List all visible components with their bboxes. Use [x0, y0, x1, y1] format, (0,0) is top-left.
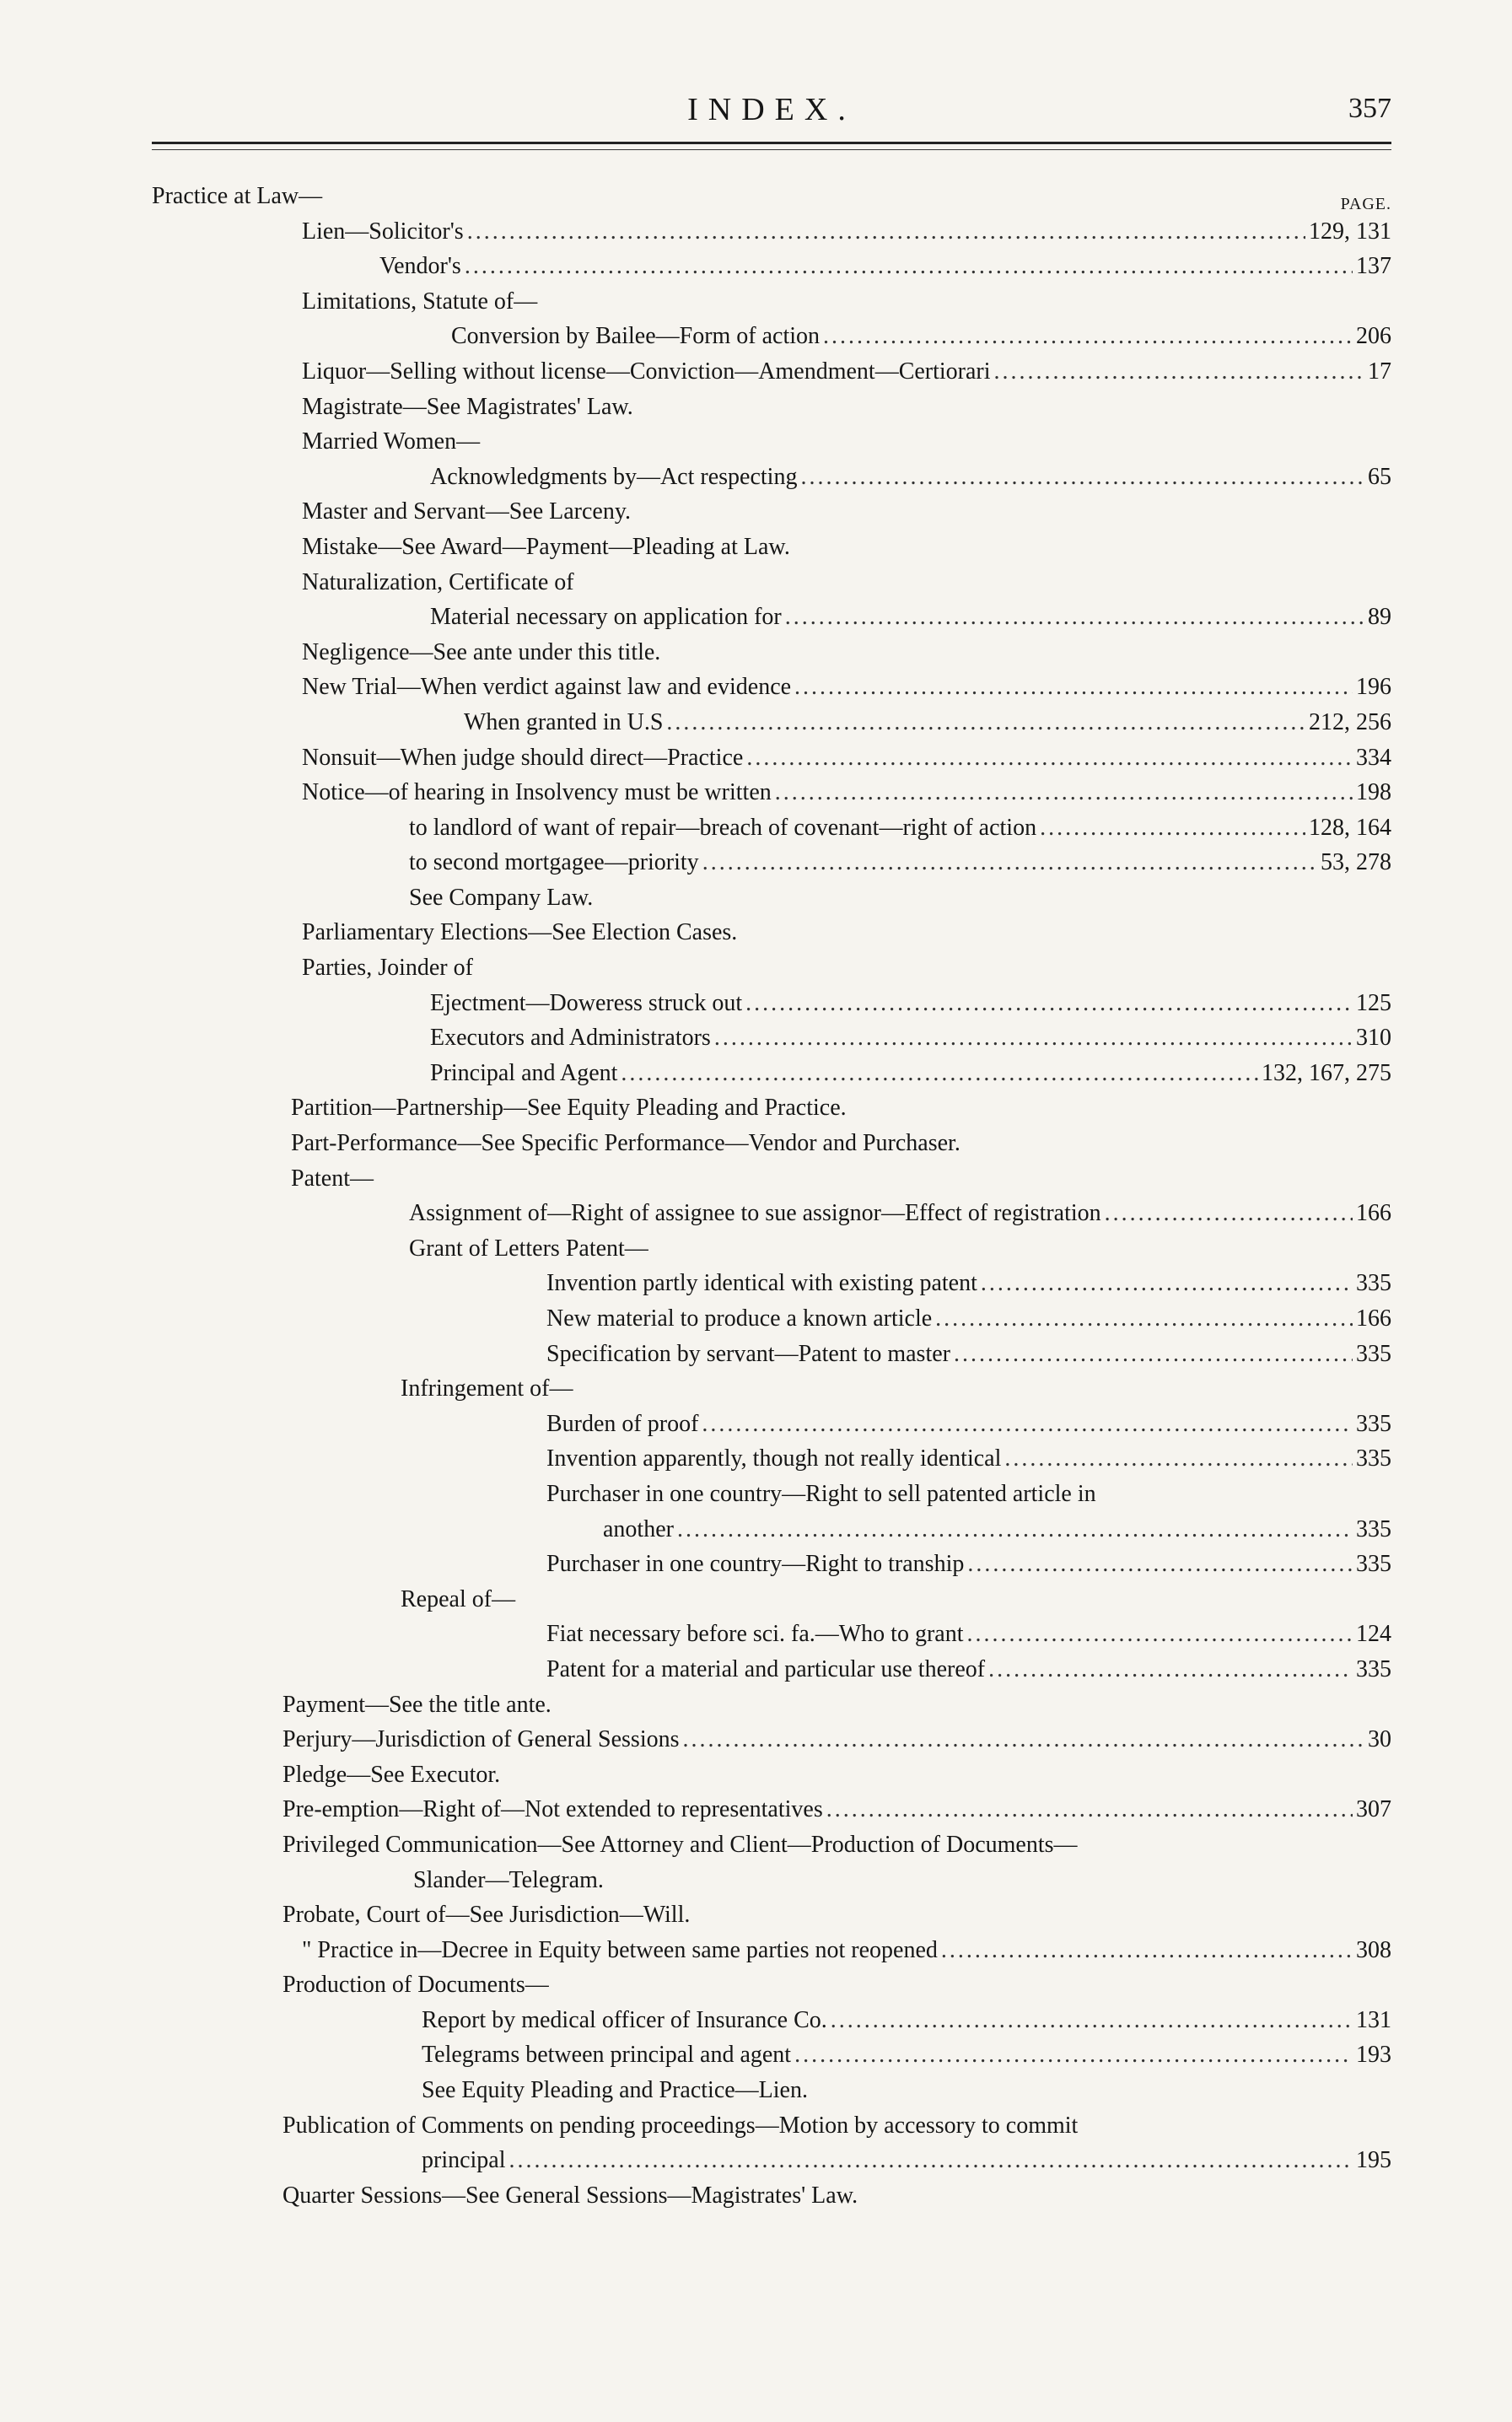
- dot-leader: [954, 1337, 1353, 1372]
- entry-text: Purchaser in one country—Right to sell patented article in: [546, 1480, 1096, 1507]
- index-entry: [152, 1371, 1391, 1407]
- entry-page: 129, 131: [1309, 218, 1391, 245]
- entry-text: principal: [422, 2147, 506, 2174]
- entry-text: to landlord of want of repair—breach of covenant—right of action: [409, 814, 1037, 841]
- entry-page: 166: [1356, 1200, 1391, 1227]
- index-entry: [152, 1161, 1391, 1197]
- page-title: INDEX.: [687, 92, 856, 127]
- dot-leader: [823, 319, 1353, 354]
- index-entry: [152, 1512, 1391, 1547]
- entry-text: Assignment of—Right of assignee to sue assignor—Effect of registration: [409, 1200, 1101, 1227]
- index-entry: [152, 1231, 1391, 1267]
- index-entry: [152, 2178, 1391, 2214]
- entry-page: 335: [1356, 1445, 1391, 1472]
- index-entry: [152, 1020, 1391, 1056]
- entry-text: Repeal of—: [401, 1585, 516, 1612]
- entry-page: 335: [1356, 1551, 1391, 1578]
- entry-text: Practice at Law—: [152, 183, 323, 209]
- dot-leader: [785, 600, 1364, 635]
- dot-leader: [967, 1547, 1353, 1582]
- entry-text: Slander—Telegram.: [413, 1866, 604, 1893]
- index-entry: [152, 1090, 1391, 1126]
- index-entry: [152, 1126, 1391, 1161]
- index-entry: [152, 354, 1391, 390]
- entry-text: Burden of proof: [546, 1410, 699, 1437]
- header-rule-thin: [152, 149, 1391, 150]
- index-entry: [152, 1967, 1391, 2003]
- entry-text: Principal and Agent: [430, 1059, 618, 1086]
- entry-text: to second mortgagee—priority: [409, 849, 699, 876]
- index-entry: [152, 1266, 1391, 1301]
- index-entry: [152, 424, 1391, 460]
- index-entry: [152, 1933, 1391, 1968]
- dot-leader: [1040, 810, 1305, 846]
- entry-text: Infringement of—: [401, 1375, 573, 1402]
- index-entry: [152, 1863, 1391, 1898]
- entry-text: Married Women—: [302, 428, 481, 455]
- index-entry: [152, 775, 1391, 810]
- index-entry: [152, 179, 1391, 214]
- index-entry: [152, 670, 1391, 705]
- dot-leader: [746, 740, 1353, 776]
- index-entry: [152, 284, 1391, 320]
- dot-leader: [683, 1722, 1365, 1757]
- entry-page: 195: [1356, 2147, 1391, 2174]
- index-entry: [152, 494, 1391, 530]
- page-number: 357: [1348, 93, 1391, 124]
- entry-page: 307: [1356, 1796, 1391, 1823]
- entry-text: another: [603, 1515, 674, 1542]
- entry-page: 128, 164: [1309, 814, 1391, 841]
- index-entry: [152, 1897, 1391, 1933]
- dot-leader: [800, 460, 1364, 495]
- dot-leader: [966, 1617, 1353, 1652]
- entry-text: Parliamentary Elections—See Election Cases.: [302, 919, 738, 946]
- page-column-label: PAGE.: [1340, 195, 1391, 213]
- entry-text: New Trial—When verdict against law and evidence: [302, 674, 792, 701]
- entry-page: 193: [1356, 2042, 1391, 2069]
- entry-text: Liquor—Selling without license—Conviction—Amendment—Certiorari: [302, 358, 991, 385]
- index-entry: [152, 2073, 1391, 2108]
- dot-leader: [935, 1301, 1353, 1337]
- dot-leader: [745, 986, 1353, 1021]
- index-entry: [152, 740, 1391, 776]
- entry-text: See Equity Pleading and Practice—Lien.: [422, 2077, 808, 2104]
- header-rule-thick: [152, 142, 1391, 144]
- entry-text: Executors and Administrators: [430, 1025, 711, 1052]
- dot-leader: [1105, 1196, 1353, 1231]
- index-entry: [152, 2003, 1391, 2038]
- page-header: [152, 91, 1391, 133]
- entry-page: 198: [1356, 779, 1391, 806]
- index-entry: [152, 390, 1391, 425]
- entry-text: Production of Documents—: [282, 1972, 549, 1999]
- index-entry: [152, 1792, 1391, 1827]
- index-entry: [152, 810, 1391, 846]
- index-entry: [152, 1056, 1391, 1091]
- entry-page: 335: [1356, 1515, 1391, 1542]
- entry-page: 335: [1356, 1270, 1391, 1297]
- entry-text: Probate, Court of—See Jurisdiction—Will.: [282, 1902, 691, 1929]
- entry-page: 89: [1368, 604, 1391, 631]
- index-entry: [152, 1477, 1391, 1512]
- entry-text: Specification by servant—Patent to master: [546, 1340, 950, 1367]
- entry-page: 334: [1356, 744, 1391, 771]
- dot-leader: [794, 2037, 1353, 2073]
- entry-page: 30: [1368, 1726, 1391, 1753]
- index-entry: [152, 705, 1391, 740]
- index-entry: [152, 1196, 1391, 1231]
- entry-page: 206: [1356, 323, 1391, 350]
- entry-text: Invention partly identical with existing patent: [546, 1270, 977, 1297]
- entry-text: Part-Performance—See Specific Performance—Vendor and Purchaser.: [291, 1130, 960, 1157]
- entry-page: 132, 167, 275: [1262, 1059, 1391, 1086]
- entry-text: Negligence—See ante under this title.: [302, 638, 661, 665]
- entry-text: Telegrams between principal and agent: [422, 2042, 792, 2069]
- entry-text: Report by medical officer of Insurance Co.: [422, 2006, 827, 2033]
- entry-text: Material necessary on application for: [430, 604, 782, 631]
- index-entry: [152, 1757, 1391, 1793]
- index-entry: [152, 1652, 1391, 1687]
- index-entry: [152, 600, 1391, 635]
- dot-leader: [621, 1056, 1258, 1091]
- dot-leader: [994, 354, 1364, 390]
- dot-leader: [831, 2003, 1353, 2038]
- index-entry: [152, 2143, 1391, 2178]
- entry-text: Purchaser in one country—Right to tranship: [546, 1551, 965, 1578]
- index-entry: [152, 635, 1391, 670]
- index-entry: [152, 249, 1391, 284]
- entry-page: 125: [1356, 989, 1391, 1016]
- index-entry: [152, 565, 1391, 600]
- entry-page: 137: [1356, 253, 1391, 280]
- entry-page: 308: [1356, 1936, 1391, 1963]
- entry-text: Payment—See the title ante.: [282, 1691, 552, 1718]
- entry-text: Magistrate—See Magistrates' Law.: [302, 393, 633, 420]
- entry-text: New material to produce a known article: [546, 1305, 933, 1332]
- index-entry: [152, 1547, 1391, 1582]
- index-entry: [152, 1722, 1391, 1757]
- entry-text: Parties, Joinder of: [302, 955, 473, 982]
- entry-text: Conversion by Bailee—Form of action: [451, 323, 821, 350]
- index-entry: [152, 1301, 1391, 1337]
- dot-leader: [465, 249, 1353, 284]
- index-entry: [152, 214, 1391, 250]
- dot-leader: [702, 1407, 1353, 1442]
- dot-leader: [666, 705, 1305, 740]
- entry-page: 124: [1356, 1621, 1391, 1648]
- dot-leader: [794, 670, 1353, 705]
- index-entry: [152, 319, 1391, 354]
- entry-text: Pre-emption—Right of—Not extended to representatives: [282, 1796, 823, 1823]
- index-body: [152, 179, 1391, 2213]
- entry-text: See Company Law.: [409, 884, 594, 911]
- entry-page: 335: [1356, 1655, 1391, 1682]
- entry-page: 17: [1368, 358, 1391, 385]
- dot-leader: [1004, 1441, 1353, 1477]
- dot-leader: [988, 1652, 1353, 1687]
- entry-text: Notice—of hearing in Insolvency must be written: [302, 779, 772, 806]
- entry-page: 196: [1356, 674, 1391, 701]
- entry-text: " Practice in—Decree in Equity between same parties not reopened: [302, 1936, 938, 1963]
- dot-leader: [677, 1512, 1353, 1547]
- index-entry: [152, 1582, 1391, 1617]
- dot-leader: [775, 775, 1353, 810]
- index-entry: [152, 460, 1391, 495]
- index-entry: [152, 1441, 1391, 1477]
- entry-page: 166: [1356, 1305, 1391, 1332]
- index-entry: [152, 880, 1391, 916]
- entry-text: Privileged Communication—See Attorney and Client—Production of Documents—: [282, 1831, 1078, 1858]
- entry-text: Patent for a material and particular use thereof: [546, 1655, 986, 1682]
- entry-text: Patent—: [291, 1165, 374, 1192]
- index-entry: [152, 530, 1391, 565]
- dot-leader: [467, 214, 1305, 250]
- entry-text: Naturalization, Certificate of: [302, 568, 574, 595]
- index-entry: [152, 845, 1391, 880]
- index-entry: [152, 1827, 1391, 1863]
- entry-text: Ejectment—Doweress struck out: [430, 989, 743, 1016]
- entry-text: Quarter Sessions—See General Sessions—Magistrates' Law.: [282, 2182, 858, 2209]
- entry-text: Partition—Partnership—See Equity Pleading and Practice.: [291, 1095, 847, 1122]
- entry-text: Publication of Comments on pending proceedings—Motion by accessory to commit: [282, 2112, 1079, 2139]
- index-entry: [152, 986, 1391, 1021]
- entry-page: 335: [1356, 1340, 1391, 1367]
- entry-text: Limitations, Statute of—: [302, 288, 538, 315]
- index-entry: [152, 915, 1391, 950]
- index-entry: [152, 1687, 1391, 1723]
- entry-page: 65: [1368, 463, 1391, 490]
- entry-text: Perjury—Jurisdiction of General Sessions: [282, 1726, 680, 1753]
- entry-page: 310: [1356, 1025, 1391, 1052]
- dot-leader: [702, 845, 1317, 880]
- index-entry: [152, 1407, 1391, 1442]
- index-entry: [152, 2037, 1391, 2073]
- entry-page: 335: [1356, 1410, 1391, 1437]
- entry-text: Vendor's: [379, 253, 461, 280]
- dot-leader: [981, 1266, 1353, 1301]
- entry-text: Invention apparently, though not really identical: [546, 1445, 1002, 1472]
- entry-page: 53, 278: [1321, 849, 1391, 876]
- entry-text: Pledge—See Executor.: [282, 1761, 501, 1788]
- index-entry: [152, 1617, 1391, 1652]
- entry-text: Grant of Letters Patent—: [409, 1235, 648, 1262]
- entry-page: 212, 256: [1309, 708, 1391, 735]
- entry-text: When granted in U.S: [464, 708, 664, 735]
- entry-text: Nonsuit—When judge should direct—Practice: [302, 744, 744, 771]
- index-entry: [152, 1337, 1391, 1372]
- dot-leader: [941, 1933, 1353, 1968]
- index-entry: [152, 2108, 1391, 2144]
- entry-text: Lien—Solicitor's: [302, 218, 464, 245]
- entry-text: Mistake—See Award—Payment—Pleading at Law.: [302, 533, 790, 560]
- entry-text: Acknowledgments by—Act respecting: [430, 463, 798, 490]
- entry-page: 131: [1356, 2006, 1391, 2033]
- dot-leader: [826, 1792, 1353, 1827]
- index-entry: [152, 950, 1391, 986]
- dot-leader: [509, 2143, 1353, 2178]
- entry-text: Fiat necessary before sci. fa.—Who to grant: [546, 1621, 964, 1648]
- entry-text: Master and Servant—See Larceny.: [302, 498, 632, 525]
- dot-leader: [714, 1020, 1353, 1056]
